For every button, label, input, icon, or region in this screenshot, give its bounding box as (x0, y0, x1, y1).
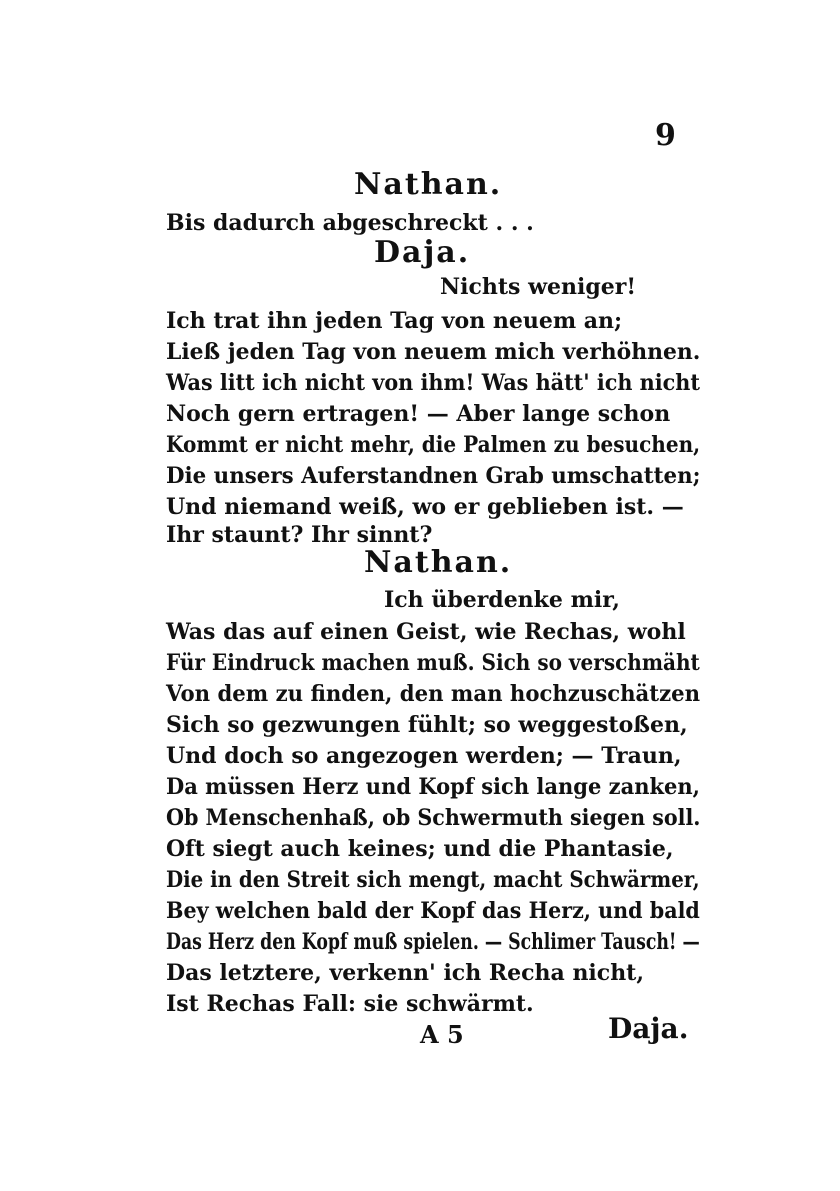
verse-line: Ist Rechas Fall: sie schwärmt. (166, 991, 534, 1017)
verse-line: Sich so gezwungen fühlt; so weggestoßen, (166, 712, 688, 738)
catchword: Daja. (608, 1012, 689, 1045)
verse-line: Ich trat ihn jeden Tag von neuem an; (166, 308, 623, 334)
verse-line: Die in den Streit sich mengt, macht Schwärmer, (166, 867, 700, 893)
speaker-heading: Nathan. (354, 167, 503, 202)
verse-line: Ich überdenke mir, (384, 587, 620, 613)
verse-line: Ob Menschenhaß, ob Schwermuth siegen soll. (166, 805, 701, 831)
speaker-heading: Nathan. (364, 545, 513, 580)
verse-line: Was litt ich nicht von ihm! Was hätt' ich nicht (166, 370, 700, 396)
verse-line: Noch gern ertragen! — Aber lange schon (166, 401, 671, 427)
verse-line: Da müssen Herz und Kopf sich lange zanken, (166, 774, 700, 800)
verse-line: Nichts weniger! (440, 274, 636, 300)
verse-line: Bey welchen bald der Kopf das Herz, und bald (166, 898, 700, 924)
verse-line: Und niemand weiß, wo er geblieben ist. — (166, 494, 684, 520)
speaker-heading: Daja. (374, 235, 471, 270)
verse-line: Von dem zu finden, den man hochzuschätzen (166, 681, 701, 707)
verse-line: Die unsers Auferstandnen Grab umschatten; (166, 463, 701, 489)
verse-line: Bis dadurch abgeschreckt . . . (166, 210, 534, 236)
verse-line: Ließ jeden Tag von neuem mich verhöhnen. (166, 339, 701, 365)
verse-line: Was das auf einen Geist, wie Rechas, wohl (166, 619, 686, 645)
verse-line: Und doch so angezogen werden; — Traun, (166, 743, 682, 769)
verse-line: Kommt er nicht mehr, die Palmen zu besuchen, (166, 432, 701, 458)
verse-line: Das letztere, verkenn' ich Recha nicht, (166, 960, 645, 986)
page-number: 9 (655, 118, 676, 153)
verse-line: Ihr staunt? Ihr sinnt? (166, 522, 433, 548)
signature-mark: A 5 (420, 1020, 464, 1049)
verse-line: Das Herz den Kopf muß spielen. — Schlimer Tausch! — (166, 929, 700, 955)
verse-line: Für Eindruck machen muß. Sich so verschmäht (166, 650, 700, 676)
verse-line: Oft siegt auch keines; und die Phantasie, (166, 836, 674, 862)
